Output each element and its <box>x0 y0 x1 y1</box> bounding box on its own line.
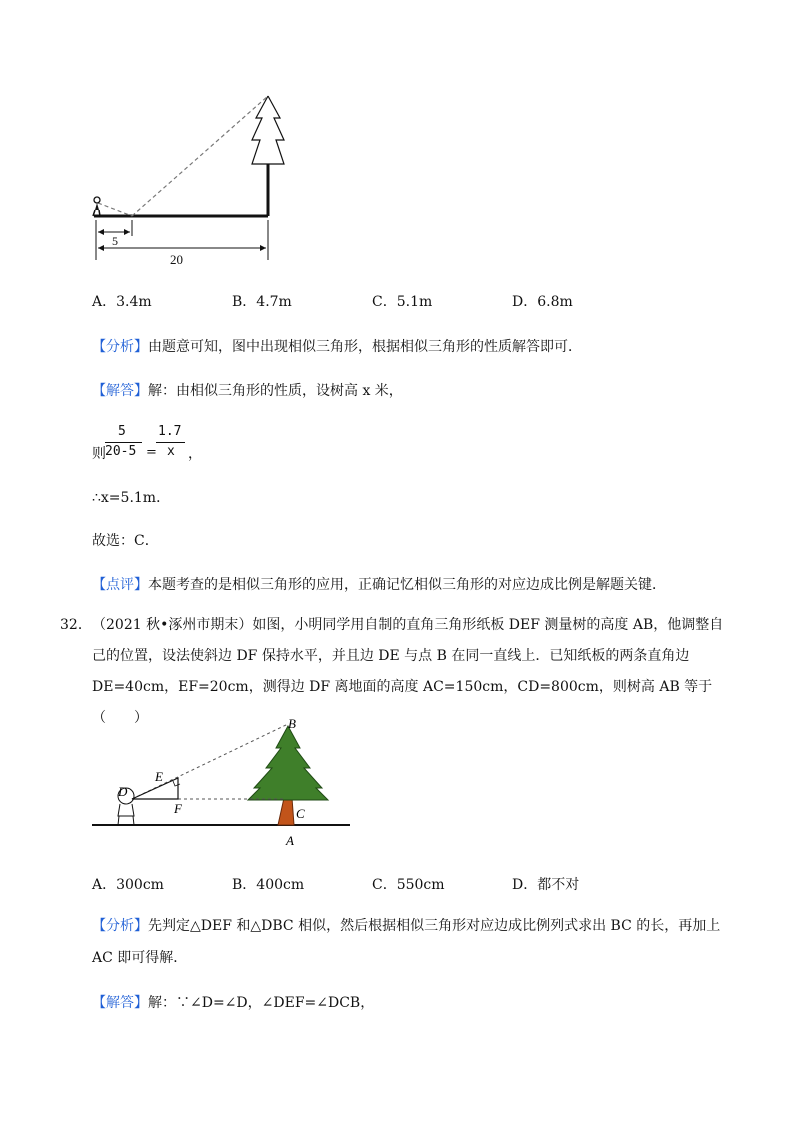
dimension-20-label: 20 <box>170 252 183 267</box>
answer-tag: 【解答】 <box>92 995 148 1011</box>
q31-comment <box>92 574 666 594</box>
q31-option-b: B．4.7m <box>232 294 292 310</box>
analysis-text: 先判定△DEF 和△DBC 相似，然后根据相似三角形对应边成比例列式求出 BC 的长，再加上 AC 即可得解． <box>92 918 721 966</box>
label-B: B <box>288 716 296 731</box>
q32-option-c: C．550cm <box>372 877 445 893</box>
analysis-text: 由题意可知，图中出现相似三角形，根据相似三角形的性质解答即可． <box>148 339 582 355</box>
q31-option-c: C．5.1m <box>372 294 433 310</box>
eq-sign: = <box>146 445 157 460</box>
comment-tag: 【点评】 <box>92 577 148 593</box>
q32-answer <box>92 992 374 1012</box>
fraction1-numerator: 5 <box>118 424 126 439</box>
triangle-board-figure <box>88 712 358 852</box>
dimension-5-label: 5 <box>112 234 118 248</box>
person-icon <box>93 197 100 216</box>
q31-answer <box>92 380 403 400</box>
comment-text: 本题考查的是相似三角形的应用，正确记忆相似三角形的对应边成比例是解题关键． <box>148 577 666 593</box>
q32-option-a: A．300cm <box>92 877 164 893</box>
fraction1-denominator: 20-5 <box>105 444 137 459</box>
fraction2-denominator: x <box>167 444 175 459</box>
fraction2-numerator: 1.7 <box>158 424 182 439</box>
answer-tag: 【解答】 <box>92 383 148 399</box>
label-E: E <box>155 769 163 784</box>
tree-foliage <box>248 726 328 800</box>
q31-analysis <box>92 336 582 356</box>
q32-option-b: B．400cm <box>232 877 305 893</box>
eq-suffix: ， <box>188 446 202 462</box>
q31-choice: 故选：C． <box>92 533 159 549</box>
q31-equation <box>92 420 292 464</box>
label-D: D <box>118 784 128 799</box>
answer-text: 解：∵∠D=∠D，∠DEF=∠DCB， <box>148 995 375 1011</box>
sight-line-to-tree <box>132 96 268 216</box>
q31-option-d: D．6.8m <box>512 294 573 310</box>
q31-therefore: ∴x=5.1m． <box>92 490 171 506</box>
answer-text: 解：由相似三角形的性质，设树高 x 米， <box>148 383 403 399</box>
tree-outline <box>252 96 284 164</box>
label-A: A <box>286 833 294 848</box>
label-F: F <box>174 801 182 816</box>
question-number: 32． <box>60 617 92 633</box>
q32-option-d: D．都不对 <box>512 877 580 893</box>
analysis-tag: 【分析】 <box>92 339 148 355</box>
sight-line-from-person <box>98 203 132 216</box>
q31-option-a: A．3.4m <box>92 294 152 310</box>
label-C: C <box>296 806 305 821</box>
question-text: （2021 秋•涿州市期末）如图，小明同学用自制的直角三角形纸板 DEF 测量树的高度 AB，他调整自己的位置，设法使斜边 DF 保持水平，并且边 DE 与点 B 在同一直线上．已知纸板的两条直角边 DE=40cm，EF=20cm，测得边 DF 离地面的高度 AC=150cm，CD=800cm，则树高 AB 等于（ ） <box>92 617 724 726</box>
analysis-tag: 【分析】 <box>92 918 148 934</box>
tree-trunk <box>278 798 294 825</box>
tree-shadow-figure <box>80 88 290 268</box>
q32-analysis <box>92 910 732 974</box>
eq-prefix: 则 <box>92 446 106 462</box>
